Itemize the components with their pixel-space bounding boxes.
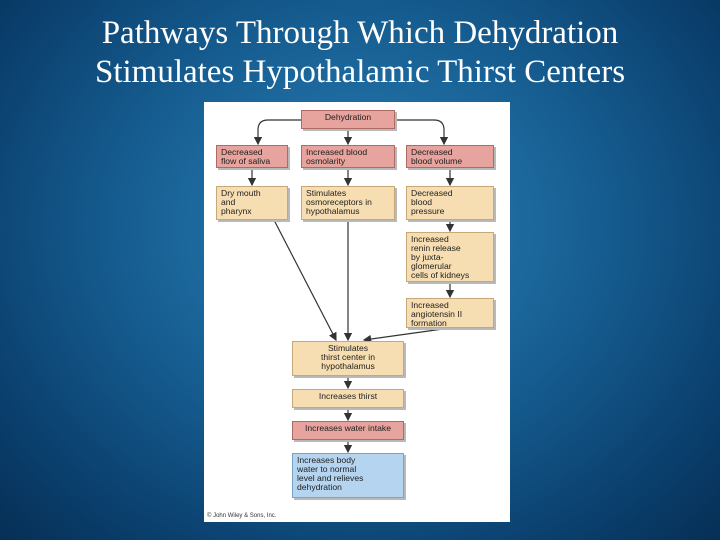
box-increased-renin-release: Increased renin release by juxta- glomerular cells of kidneys <box>406 232 494 282</box>
box-dry-mouth-pharynx: Dry mouth and pharynx <box>216 186 288 220</box>
flowchart-figure <box>204 102 510 522</box>
box-increased-blood-osmolarity: Increased blood osmolarity <box>301 145 395 168</box>
slide-title-line-2: Stimulates Hypothalamic Thirst Centers <box>94 54 626 90</box>
arrow-angiotensin-to-thirst-center <box>364 328 450 340</box>
box-decreased-blood-volume: Decreased blood volume <box>406 145 494 168</box>
box-increases-body-water: Increases body water to normal level and relieves dehydration <box>292 453 404 498</box>
copyright-text: © John Wiley & Sons, Inc. <box>207 513 277 519</box>
arrow-dehydration-to-saliva <box>258 120 301 144</box>
box-increased-angiotensin: Increased angiotensin II formation <box>406 298 494 328</box>
box-stimulates-thirst-center: Stimulates thirst center in hypothalamus <box>292 341 404 376</box>
slide-title <box>0 14 720 92</box>
arrow-dehydration-to-volume <box>395 120 444 144</box>
box-increases-water-intake: Increases water intake <box>292 421 404 440</box>
slide-title-line-1: Pathways Through Which Dehydration <box>101 15 619 51</box>
box-dehydration: Dehydration <box>301 110 395 129</box>
box-increases-thirst: Increases thirst <box>292 389 404 408</box>
arrow-drymouth-to-thirst-center <box>274 220 336 340</box>
box-decreased-blood-pressure: Decreased blood pressure <box>406 186 494 220</box>
box-stimulates-osmoreceptors: Stimulates osmoreceptors in hypothalamus <box>301 186 395 220</box>
box-decreased-flow-saliva: Decreased flow of saliva <box>216 145 288 168</box>
